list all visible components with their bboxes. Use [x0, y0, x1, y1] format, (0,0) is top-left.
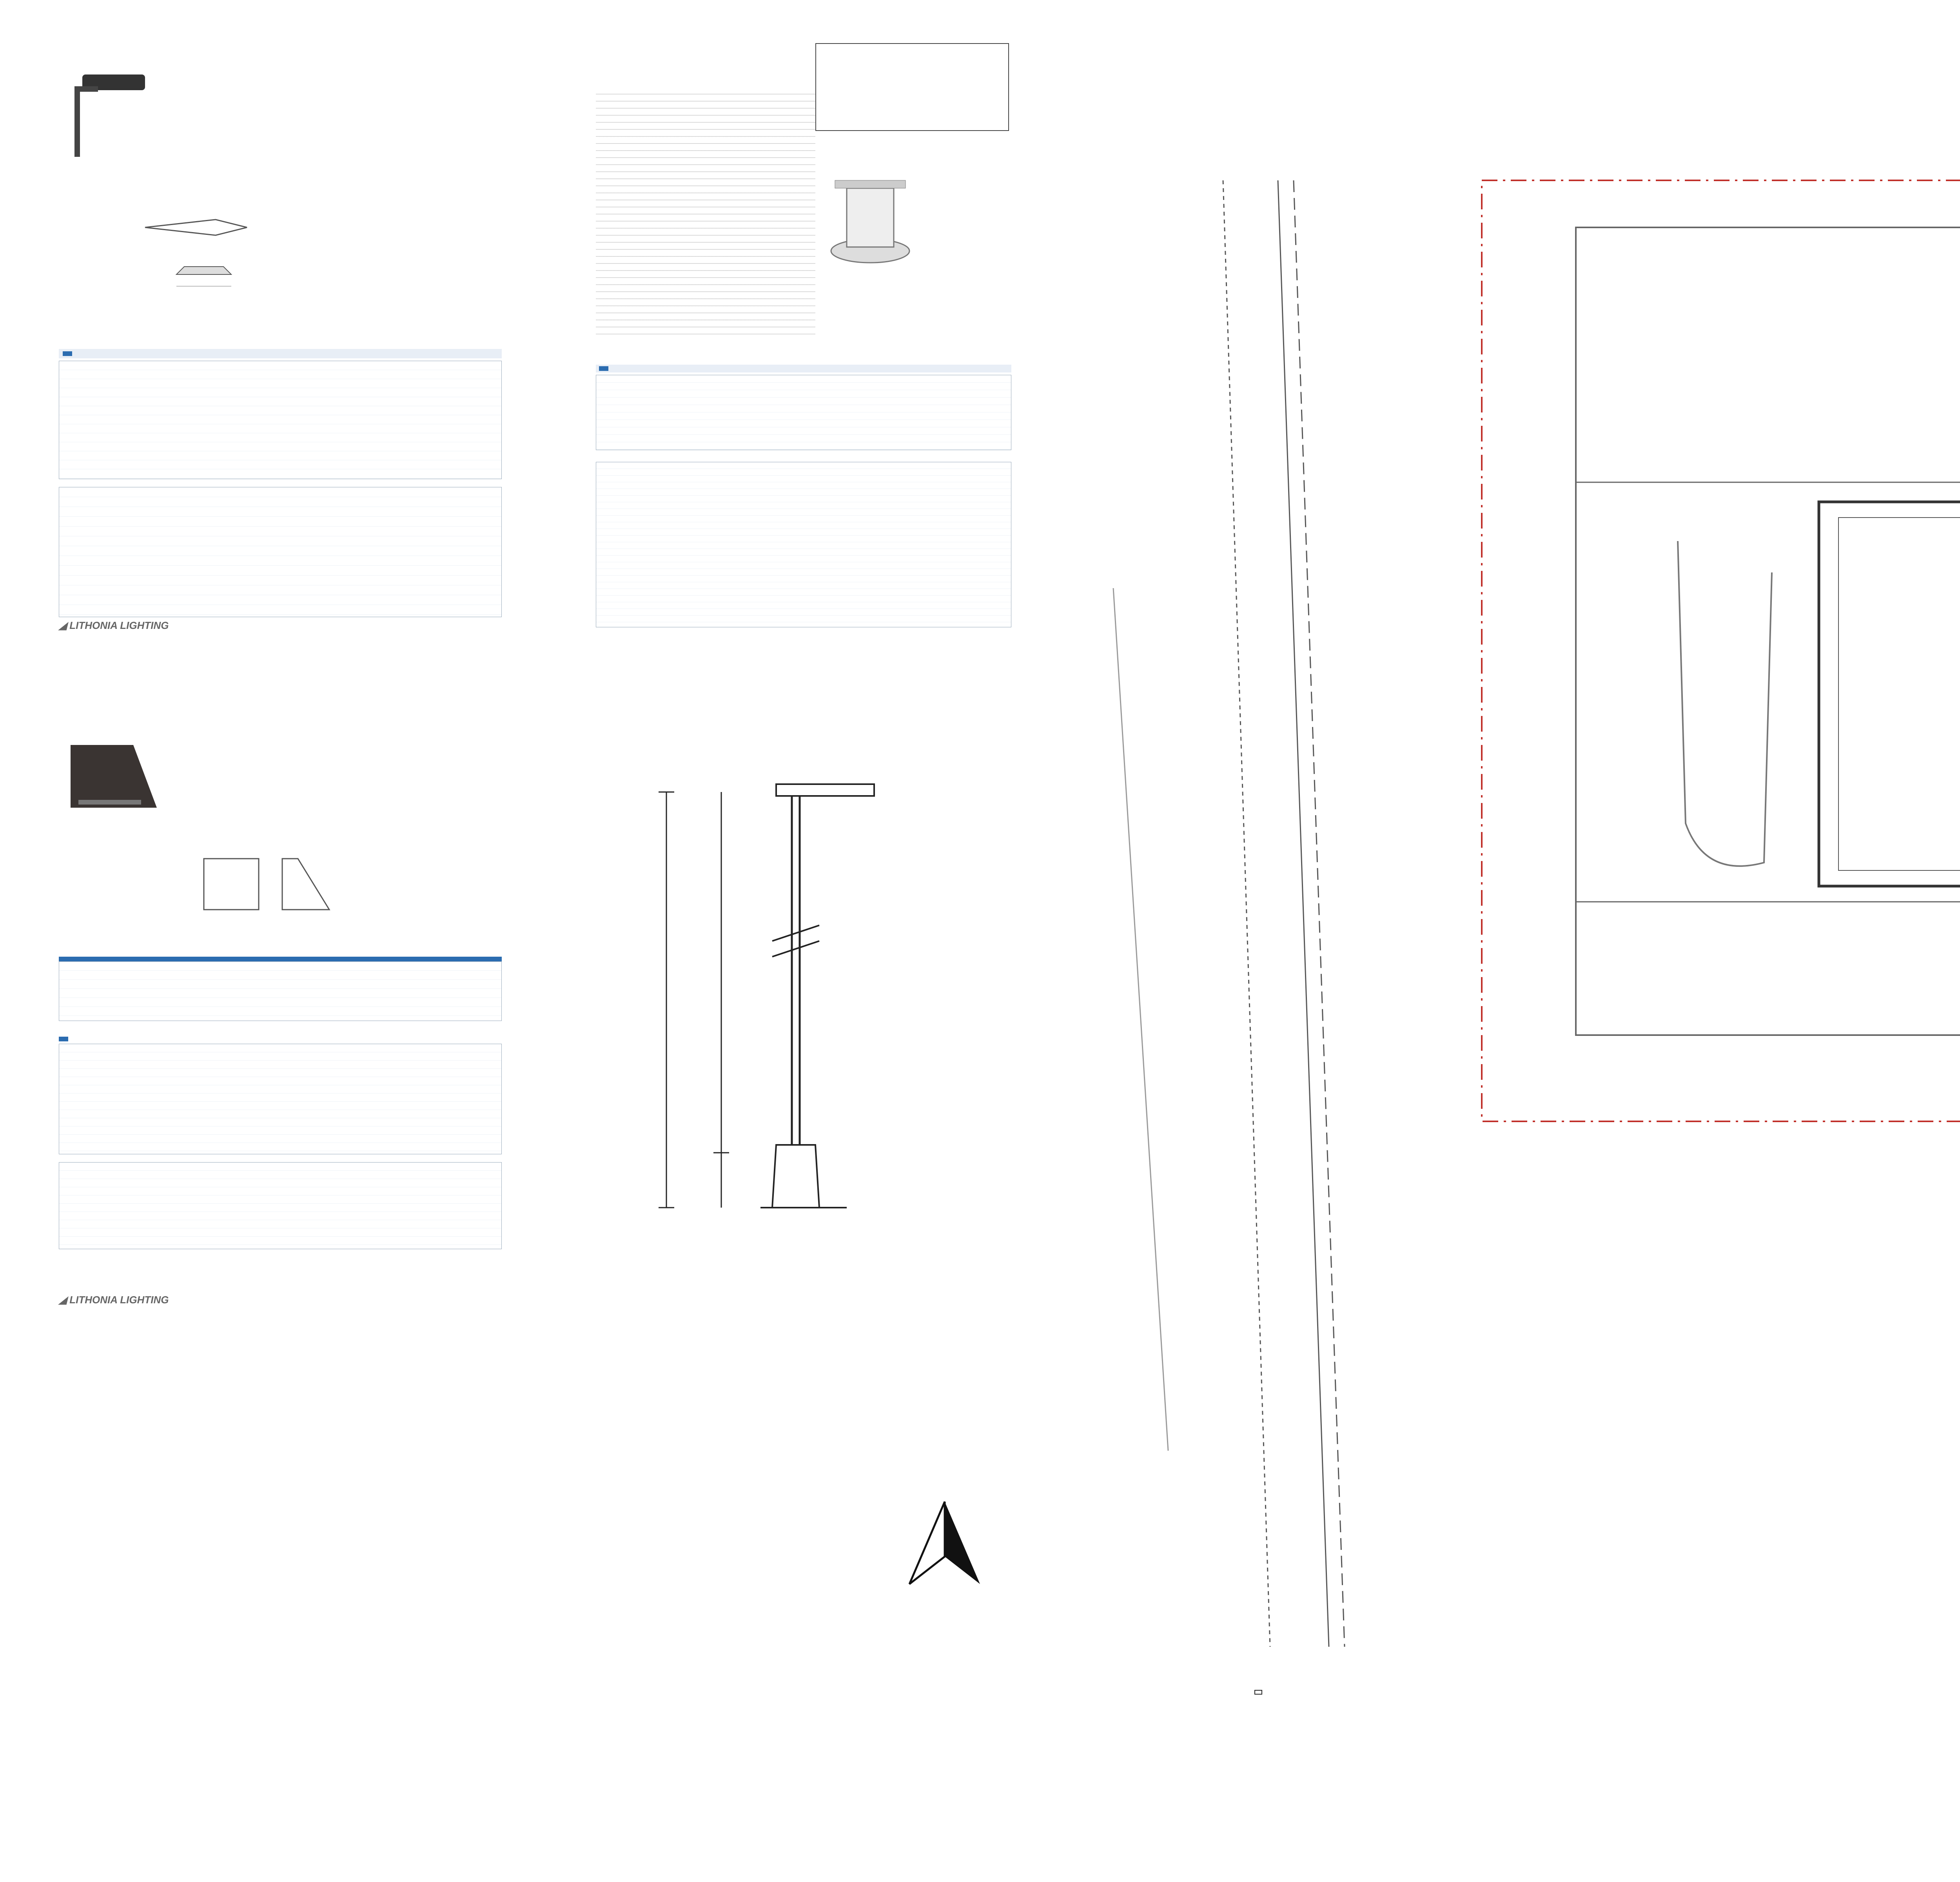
- dseries-options-table: [59, 487, 502, 617]
- wdge-family-table: [59, 961, 502, 1021]
- dseries-fixture-image: [59, 63, 157, 161]
- wdge-fixture-image: [63, 737, 165, 823]
- ldn4-ordering-table: [596, 375, 1011, 450]
- dseries-ordering-title: [63, 351, 72, 356]
- drawing-note: [43, 1451, 404, 1454]
- pole-detail: [643, 776, 949, 1215]
- ldn4-spec-sheet: [596, 39, 1011, 643]
- road-lines: [1113, 180, 1345, 1647]
- luminaire-schedule: [1254, 1690, 1262, 1694]
- wdge-options-table: [59, 1162, 502, 1249]
- wdge-spec-sheet: [39, 721, 510, 1317]
- north-arrow: [902, 1498, 988, 1627]
- lithonia-logo-dseries: ◢ LITHONIA LIGHTING: [59, 619, 169, 631]
- dseries-spec-sheet: [39, 39, 510, 635]
- ldn4-features-text: [596, 88, 815, 339]
- ordering-note: [455, 1451, 768, 1454]
- wdge-dimension-drawing: [196, 851, 337, 929]
- lithonia-logo-wdge: ◢ LITHONIA LIGHTING: [59, 1294, 169, 1306]
- general-note: [43, 1560, 796, 1564]
- site-plan: [1058, 39, 1960, 1670]
- wdge-ordering-table: [59, 1044, 502, 1154]
- schedule-title: [1255, 1690, 1262, 1694]
- dseries-dimension-drawing: [137, 212, 255, 298]
- mounting-height-note: [835, 1764, 1196, 1768]
- ldn4-fixture-image: [819, 165, 921, 274]
- ldn4-header-box: [815, 43, 1009, 131]
- wdge-ordering-title: [59, 1037, 68, 1041]
- ldn4-ordering-title: [599, 366, 608, 371]
- ldn4-options-table: [596, 462, 1011, 627]
- wdge-family-title: [59, 957, 502, 961]
- dseries-ordering-table: [59, 361, 502, 479]
